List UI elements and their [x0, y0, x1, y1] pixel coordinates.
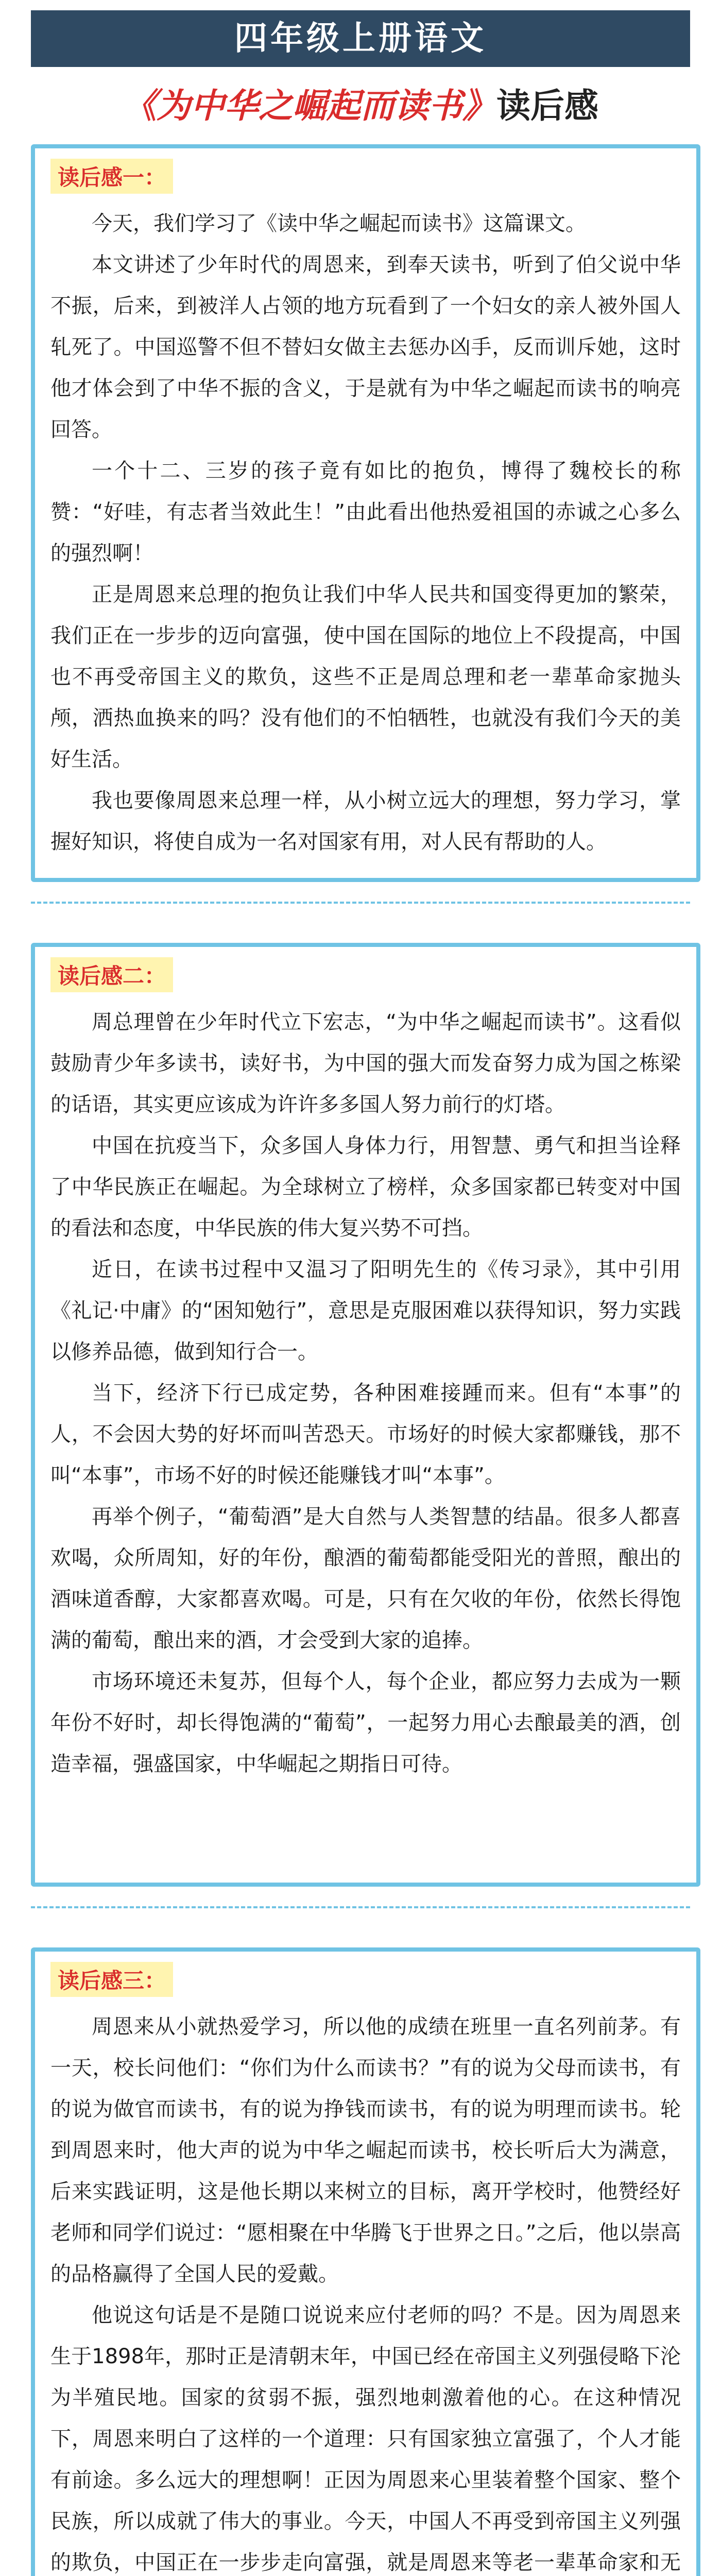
section-divider: [31, 902, 690, 904]
essay-card-2: [31, 943, 700, 1887]
essay-paragraph: 今天，我们学习了《读中华之崛起而读书》这篇课文。: [92, 212, 586, 235]
essay-paragraph: 再举个例子，“葡萄酒”是大自然与人类智慧的结晶。很多人都喜欢喝，众所周知，好的年份，酿酒的葡萄都能受阳光的普照，酿出的酒味道香醇，大家都喜欢喝。可是，只有在欠收的年份，依然长得饱满的葡萄，酿出来的酒，才会受到大家的追捧。: [50, 1505, 681, 1652]
essay-paragraph: 一个十二、三岁的孩子竟有如比的抱负，博得了魏校长的称赞：“好哇，有志者当效此生！”由此看出他热爱祖国的赤诚之心多么的强烈啊！: [50, 459, 681, 565]
subtitle-book-title: 《为中华之崛起而读书》: [123, 86, 496, 126]
essay-label: 读后感三：: [50, 1962, 173, 1997]
essay-card-1: [31, 144, 700, 882]
essay-paragraph: 我也要像周恩来总理一样，从小树立远大的理想，努力学习，掌握好知识，将使自成为一名对国家有用，对人民有帮助的人。: [50, 789, 681, 854]
subtitle-suffix: 读后感: [496, 86, 598, 126]
essay-paragraph: 正是周恩来总理的抱负让我们中华人民共和国变得更加的繁荣，我们正在一步步的迈向富强，使中国在国际的地位上不段提高，中国也不再受帝国主义的欺负，这些不正是周总理和老一辈革命家抛头颅，洒热血换来的吗？没有他们的不怕牺牲，也就没有我们今天的美好生活。: [50, 583, 681, 771]
essay-paragraph: 他说这句话是不是随口说说来应付老师的吗？不是。因为周恩来生于1898年，那时正是清朝末年，中国已经在帝国主义列强侵略下沦为半殖民地。国家的贫弱不振，强烈地刺激着他的心。在这种情况下，周恩来明白了这样的一个道理：只有国家独立富强了，个人才能有前途。多么远大的理想啊！正因为周恩来心里装着整个国家、整个民族，所以成就了伟大的事业。今天，中国人不再受到帝国主义列强的欺负，中国正在一步步走向富强，就是周恩来等老一辈革命家和无: [50, 2303, 681, 2574]
essay-paragraph: 中国在抗疫当下，众多国人身体力行，用智慧、勇气和担当诠释了中华民族正在崛起。为全球树立了榜样，众多国家都已转变对中国的看法和态度，中华民族的伟大复兴势不可挡。: [50, 1134, 681, 1240]
essay-label: 读后感一：: [50, 159, 173, 194]
essay-paragraph: 当下，经济下行已成定势，各种困难接踵而来。但有“本事”的人，不会因大势的好坏而叫苦恐天。市场好的时候大家都赚钱，那不叫“本事”，市场不好的时候还能赚钱才叫“本事”。: [50, 1381, 681, 1487]
section-divider: [31, 1906, 690, 1908]
essay-paragraph: 周恩来从小就热爱学习，所以他的成绩在班里一直名列前茅。有一天，校长问他们：“你们为什么而读书？”有的说为父母而读书，有的说为做官而读书，有的说为挣钱而读书，有的说为明理而读书。轮到周恩来时，他大声的说为中华之崛起而读书，校长听后大为满意，后来实践证明，这是他长期以来树立的目标，离开学校时，他赞经好老师和同学们说过：“愿相聚在中华腾飞于世界之日。”之后，他以崇高的品格赢得了全国人民的爱戴。: [50, 2015, 681, 2286]
essay-paragraph: 市场环境还未复苏，但每个人，每个企业，都应努力去成为一颗年份不好时，却长得饱满的“葡萄”，一起努力用心去酿最美的酒，创造幸福，强盛国家，中华崛起之期指日可待。: [50, 1670, 681, 1776]
essay-label: 读后感二：: [50, 957, 173, 992]
page-title: 四年级上册语文: [31, 10, 690, 67]
essay-paragraph: 周总理曾在少年时代立下宏志，“为中华之崛起而读书”。这看似鼓励青少年多读书，读好书，为中国的强大而发奋努力成为国之栋梁的话语，其实更应该成为许许多多国人努力前行的灯塔。: [50, 1010, 681, 1116]
essay-paragraph: 近日，在读书过程中又温习了阳明先生的《传习录》，其中引用《礼记·中庸》的“困知勉行”，意思是克服困难以获得知识，努力实践以修养品德，做到知行合一。: [50, 1258, 681, 1364]
essay-card-3: [31, 1947, 700, 2576]
essay-paragraph: 本文讲述了少年时代的周恩来，到奉天读书，听到了伯父说中华不振，后来，到被洋人占领的地方玩看到了一个妇女的亲人被外国人轧死了。中国巡警不但不替妇女做主去惩办凶手，反而训斥她，这时他才体会到了中华不振的含义，于是就有为中华之崛起而读书的响亮回答。: [50, 253, 681, 442]
page-subtitle: [0, 77, 721, 134]
